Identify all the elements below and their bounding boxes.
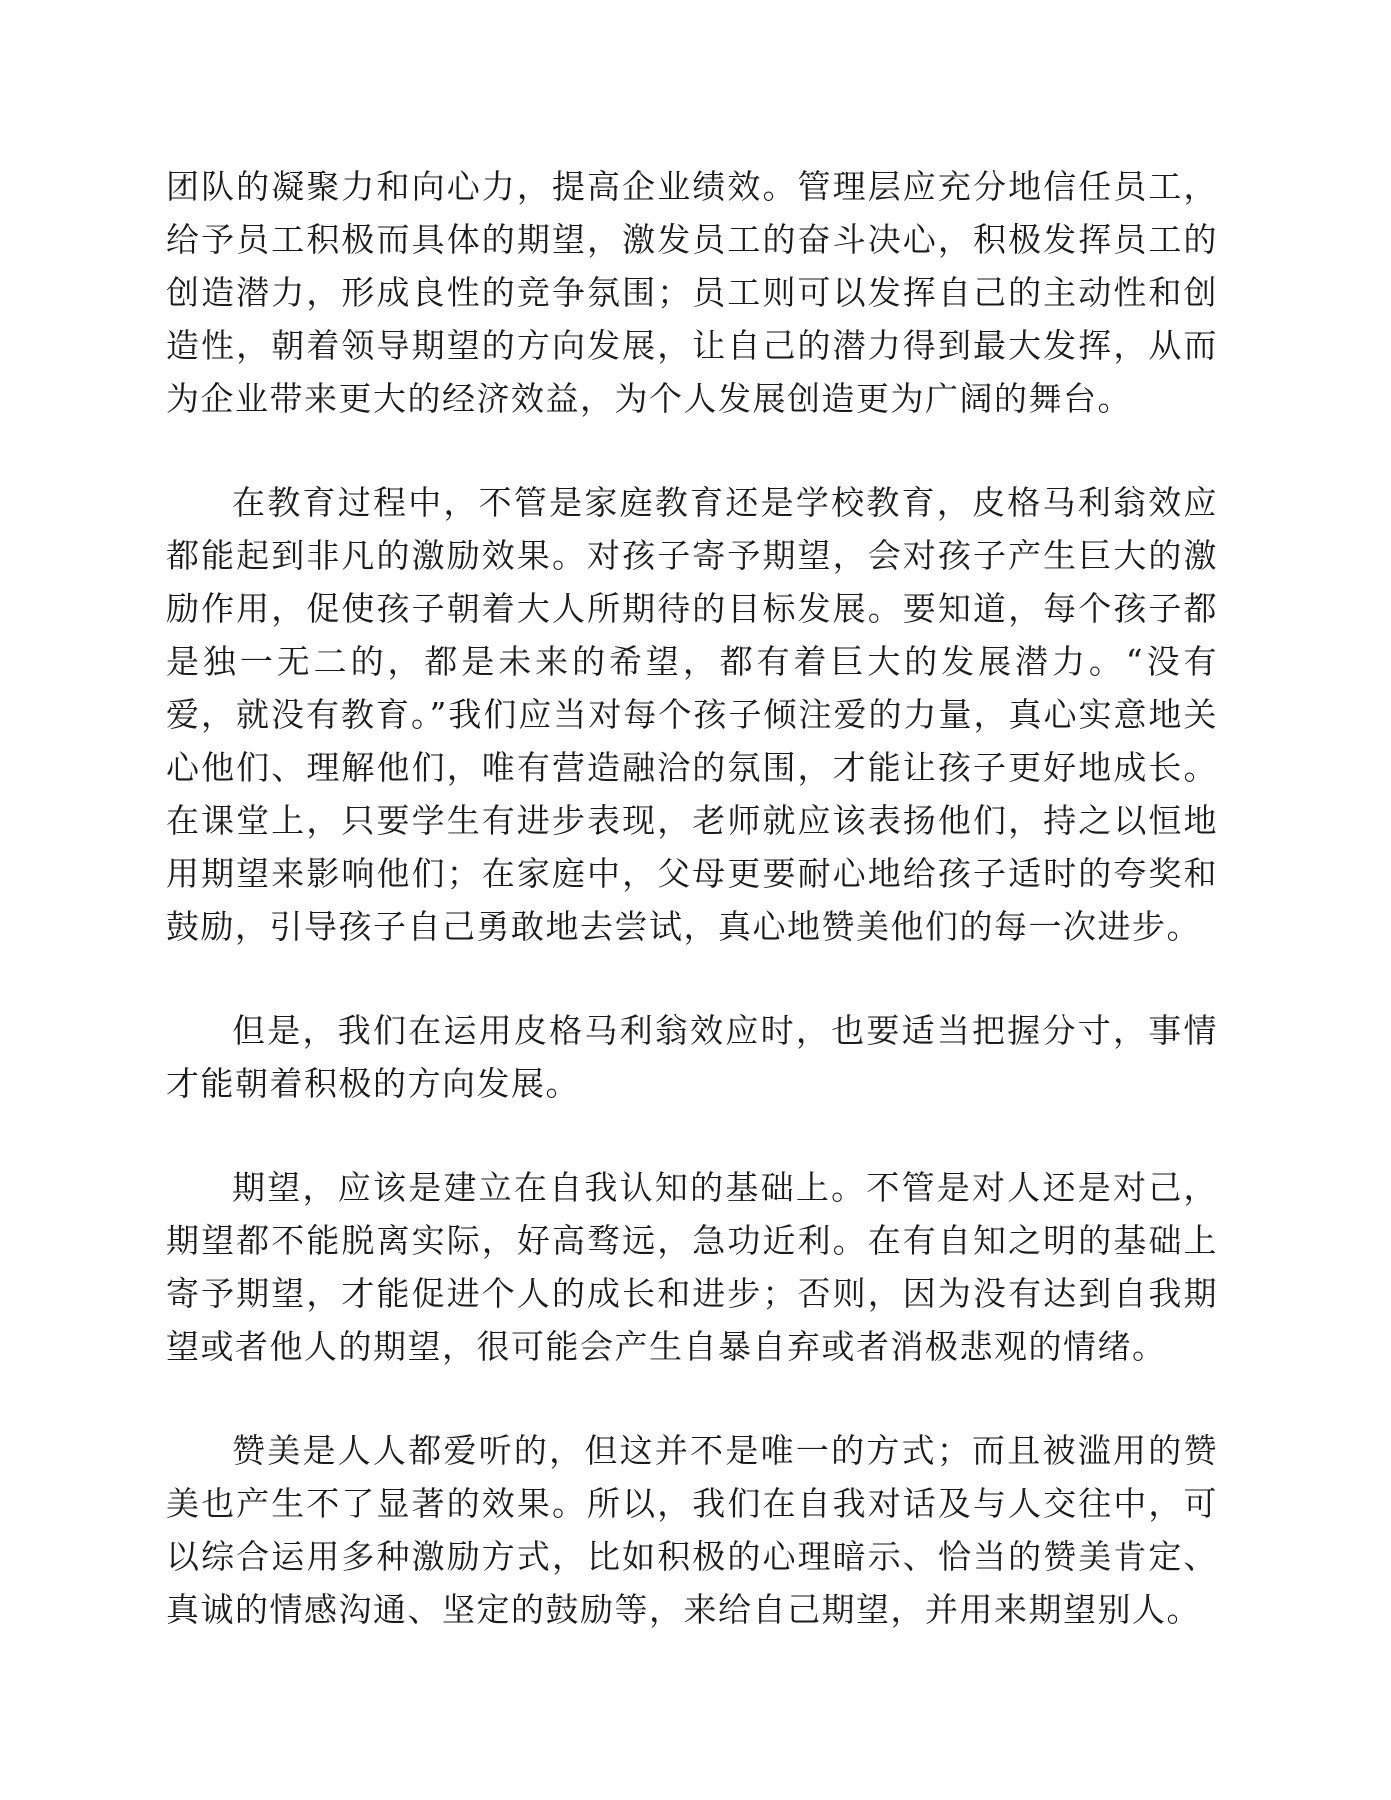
paragraph-education: 在教育过程中，不管是家庭教育还是学校教育，皮格马利翁效应都能起到非凡的激励效果。对孩子寄予期望，会对孩子产生巨大的激励作用，促使孩子朝着大人所期待的目标发展。要知道，每个孩子都是独一无二的，都是未来的希望，都有着巨大的发展潜力。“没有爱，就没有教育。”我们应当对每个孩子倾注爱的力量，真心实意地关心他们、理解他们，唯有营造融洽的氛围，才能让孩子更好地成长。在课堂上，只要学生有进步表现，老师就应该表扬他们，持之以恒地用期望来影响他们；在家庭中，父母更要耐心地给孩子适时的夸奖和鼓励，引导孩子自己勇敢地去尝试，真心地赞美他们的每一次进步。 (166, 483, 1218, 946)
document-body (166, 160, 1218, 1687)
paragraph-caution: 但是，我们在运用皮格马利翁效应时，也要适当把握分寸，事情才能朝着积极的方向发展。 (166, 1011, 1218, 1103)
paragraph-continuation: 团队的凝聚力和向心力，提高企业绩效。管理层应充分地信任员工，给予员工积极而具体的期望，激发员工的奋斗决心，积极发挥员工的创造潜力，形成良性的竞争氛围；员工则可以发挥自己的主动性和创造性，朝着领导期望的方向发展，让自己的潜力得到最大发挥，从而为企业带来更大的经济效益，为个人发展创造更为广阔的舞台。 (166, 167, 1218, 418)
paragraph-expectation: 期望，应该是建立在自我认知的基础上。不管是对人还是对己，期望都不能脱离实际，好高骛远，急功近利。在有自知之明的基础上寄予期望，才能促进个人的成长和进步；否则，因为没有达到自我期望或者他人的期望，很可能会产生自暴自弃或者消极悲观的情绪。 (166, 1168, 1218, 1366)
paragraph-praise: 赞美是人人都爱听的，但这并不是唯一的方式；而且被滥用的赞美也产生不了显著的效果。所以，我们在自我对话及与人交往中，可以综合运用多种激励方式，比如积极的心理暗示、恰当的赞美肯定、真诚的情感沟通、坚定的鼓励等，来给自己期望，并用来期望别人。 (166, 1431, 1218, 1629)
